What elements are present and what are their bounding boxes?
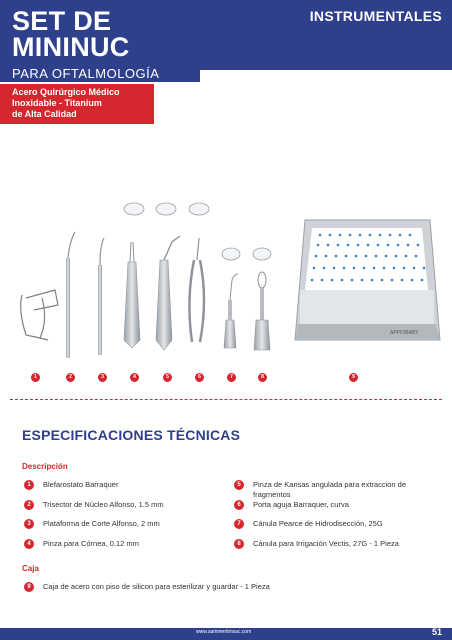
spec-item-8 — [234, 539, 444, 549]
title-line-2: MININUC — [12, 32, 130, 62]
spec-text: Cánula Pearce de Hidrodisección, 25G — [253, 519, 383, 528]
spec-badge: 2 — [24, 500, 34, 510]
dashed-divider — [10, 399, 442, 400]
spec-badge: 1 — [24, 480, 34, 490]
material-line-1: Acero Quirúrgico Médico — [12, 87, 120, 97]
marker-8: 8 — [258, 373, 267, 382]
marker-9: 9 — [349, 373, 358, 382]
case-brand-label: APPIOBABY — [390, 330, 419, 336]
needle-holder-instrument — [189, 238, 204, 342]
spec-badge: 8 — [234, 539, 244, 549]
cutting-platform-instrument — [98, 238, 104, 355]
description-label: Descripción — [22, 462, 68, 471]
spec-badge: 9 — [24, 582, 34, 592]
marker-3: 3 — [98, 373, 107, 382]
page-number: 51 — [431, 627, 442, 637]
spec-text: Trisector de Núcleo Alfonso, 1.5 mm — [43, 500, 164, 509]
spec-badge: 7 — [234, 519, 244, 529]
section-label: INSTRUMENTALES — [309, 8, 442, 24]
marker-1: 1 — [31, 373, 40, 382]
spec-item-3 — [24, 519, 214, 529]
spec-text: Pinza de Kansas angulada para extraccion de fragmentos — [253, 480, 407, 499]
page-title — [12, 8, 130, 60]
title-line-1: SET DE — [12, 6, 112, 36]
spec-text: Porta aguja Barraquer, curva — [253, 500, 349, 509]
spec-item-2 — [24, 500, 214, 510]
spec-text: Pinza para Córnea, 0.12 mm — [43, 539, 139, 548]
case-label: Caja — [22, 564, 39, 573]
footer-band — [0, 628, 452, 640]
sterilization-case — [295, 220, 440, 340]
page-subtitle: PARA OFTALMOLOGÍA — [12, 66, 160, 81]
marker-7: 7 — [227, 373, 236, 382]
marker-2: 2 — [66, 373, 75, 382]
marker-4: 4 — [130, 373, 139, 382]
marker-5: 5 — [163, 373, 172, 382]
spec-item-9 — [24, 582, 404, 592]
spec-badge: 3 — [24, 519, 34, 529]
speculum-instrument — [21, 290, 58, 340]
spec-item-5 — [234, 480, 444, 499]
spec-text: Blefarostato Barraquer — [43, 480, 119, 489]
vectis-cannula — [254, 272, 270, 350]
instruments-illustration — [0, 190, 452, 370]
spec-badge: 6 — [234, 500, 244, 510]
kansas-forceps-instrument — [156, 236, 180, 350]
specs-title: ESPECIFICACIONES TÉCNICAS — [22, 427, 241, 443]
spec-item-1 — [24, 480, 214, 490]
marker-6: 6 — [195, 373, 204, 382]
spec-text: Caja de acero con piso de silicon para esterilizar y guardar - 1 Pieza — [43, 582, 270, 591]
footer-url[interactable]: www.sammertimsac.com — [196, 629, 252, 635]
spec-item-6 — [234, 500, 444, 510]
material-box — [0, 84, 154, 124]
material-line-3: de Alta Calidad — [12, 109, 77, 119]
spec-text: Plataforma de Corte Alfonso, 2 mm — [43, 519, 160, 528]
spec-item-4 — [24, 539, 214, 549]
spec-badge: 4 — [24, 539, 34, 549]
hydrodissection-cannula — [224, 274, 238, 348]
spec-badge: 5 — [234, 480, 244, 490]
spec-item-7 — [234, 519, 444, 529]
material-line-2: Inoxidable - Titanium — [12, 98, 102, 108]
corneal-forceps-instrument — [124, 242, 140, 348]
spec-text: Cánula para Irrigación Vectis, 27G - 1 Pieza — [253, 539, 399, 548]
trisector-instrument — [66, 232, 75, 358]
